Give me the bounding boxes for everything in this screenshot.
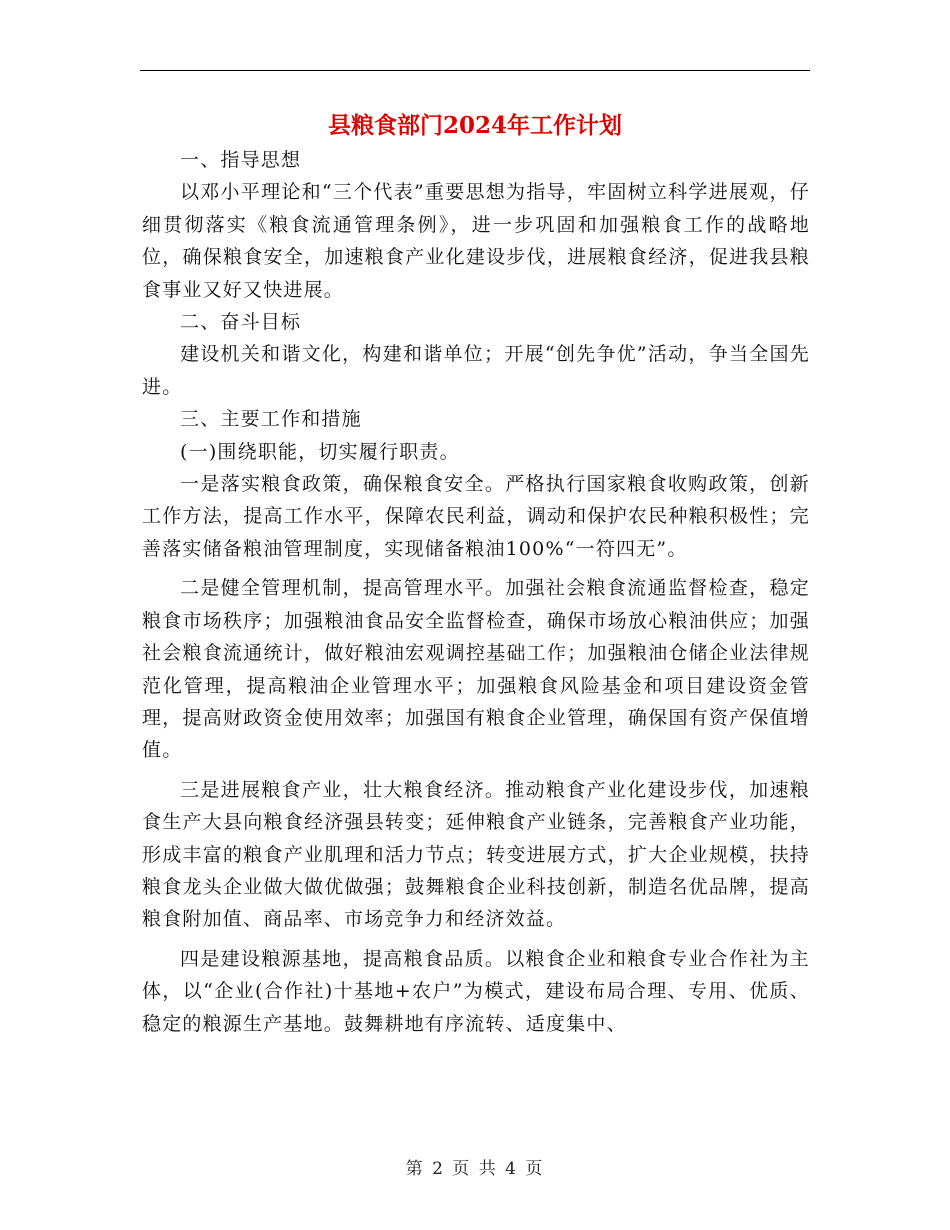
subsection-heading: (一)围绕职能，切实履行职责。	[180, 440, 460, 463]
page-number: 第 2 页 共 4 页	[405, 1159, 545, 1179]
section-heading-goals: 二、奋斗目标	[180, 311, 302, 334]
section-heading-guiding-ideology: 一、指导思想	[180, 149, 302, 171]
header-rule	[140, 70, 810, 71]
paragraph: 以邓小平理论和“三个代表”重要思想为指导，牢固树立科学进展观，仔细贯彻落实《粮食流通管理条例》，进一步巩固和加强粮食工作的战略地位，确保粮食安全，加速粮食产业化建设步伐，进展粮食经济，促进我县粮食事业又好又快进展。	[142, 181, 810, 301]
paragraph: 建设机关和谐文化，构建和谐单位；开展“创先争优”活动，争当全国先进。	[142, 343, 810, 398]
document-body	[142, 144, 810, 1040]
page-footer	[140, 1154, 810, 1179]
paragraph: 四是建设粮源基地，提高粮食品质。以粮食企业和粮食专业合作社为主体，以“企业(合作社)十基地+农户”为模式，建设布局合理、专用、优质、稳定的粮源生产基地。鼓舞耕地有序流转、适度集中、	[142, 947, 810, 1035]
document-title: 县粮食部门2024年工作计划	[327, 112, 622, 139]
paragraph: 二是健全管理机制，提高管理水平。加强社会粮食流通监督检查，稳定粮食市场秩序；加强粮油食品安全监督检查，确保市场放心粮油供应；加强社会粮食流通统计，做好粮油宏观调控基础工作；加强粮油仓储企业法律规范化管理，提高粮油企业管理水平；加强粮食风险基金和项目建设资金管理，提高财政资金使用效率；加强国有粮食企业管理，确保国有资产保值增值。	[142, 577, 810, 762]
section-heading-main-work: 三、主要工作和措施	[180, 408, 362, 431]
paragraph: 三是进展粮食产业，壮大粮食经济。推动粮食产业化建设步伐，加速粮食生产大县向粮食经济强县转变；延伸粮食产业链条，完善粮食产业功能，形成丰富的粮食产业肌理和活力节点；转变进展方式，扩大企业规模，扶持粮食龙头企业做大做优做强；鼓舞粮食企业科技创新，制造名优品牌，提高粮食附加值、商品率、市场竞争力和经济效益。	[142, 778, 810, 931]
paragraph: 一是落实粮食政策，确保粮食安全。严格执行国家粮食收购政策，创新工作方法，提高工作水平，保障农民利益，调动和保护农民种粮积极性；完善落实储备粮油管理制度，实现储备粮油100%“一符四无”。	[142, 473, 810, 560]
